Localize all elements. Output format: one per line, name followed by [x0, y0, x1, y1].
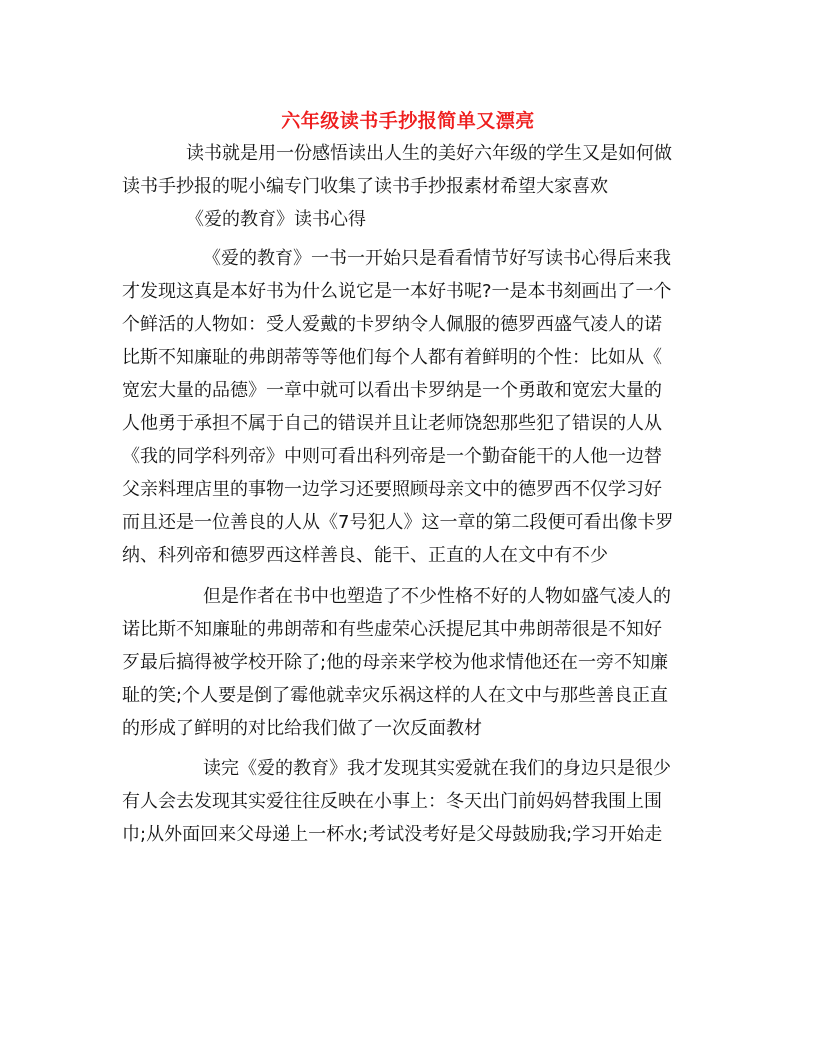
- paragraph-line: 纳、科列帝和德罗西这样善良、能干、正直的人在文中有不少: [122, 545, 608, 566]
- paragraph-line: 读完《爱的教育》我才发现其实爱就在我们的身边只是很少: [203, 758, 671, 779]
- paragraph-line: 《我的同学科列帝》中则可看出科列帝是一个勤奋能干的人他一边替: [122, 446, 662, 467]
- paragraph-line: 个鲜活的人物如：受人爱戴的卡罗纳令人佩服的德罗西盛气凌人的诺: [122, 314, 662, 335]
- paragraph-line: 父亲料理店里的事物一边学习还要照顾母亲文中的德罗西不仅学习好: [122, 479, 662, 500]
- paragraph-line: 读书手抄报的呢小编专门收集了读书手抄报素材希望大家喜欢: [122, 176, 608, 197]
- paragraph-line: 诺比斯不知廉耻的弗朗蒂和有些虚荣心沃提尼其中弗朗蒂很是不知好: [122, 619, 662, 640]
- paragraph-line: 宽宏大量的品德》一章中就可以看出卡罗纳是一个勇敢和宽宏大量的: [122, 380, 662, 401]
- section-heading: 《爱的教育》读书心得: [186, 209, 366, 230]
- paragraph-line: 有人会去发现其实爱往往反映在小事上：冬天出门前妈妈替我围上围: [122, 791, 662, 812]
- paragraph-line: 的形成了鲜明的对比给我们做了一次反面教材: [122, 718, 482, 739]
- paragraph-line: 歹最后搞得被学校开除了;他的母亲来学校为他求情他还在一旁不知廉: [122, 652, 669, 673]
- paragraph-line: 耻的笑;个人要是倒了霉他就幸灾乐祸这样的人在文中与那些善良正直: [122, 685, 669, 706]
- paragraph-line: 人他勇于承担不属于自己的错误并且让老师饶恕那些犯了错误的人从: [122, 413, 662, 434]
- paragraph-line: 比斯不知廉耻的弗朗蒂等等他们每个人都有着鲜明的个性：比如从《: [122, 347, 662, 368]
- paragraph-line: 才发现这真是本好书为什么说它是一本好书呢?一是本书刻画出了一个: [122, 281, 672, 302]
- paragraph-line: 读书就是用一份感悟读出人生的美好六年级的学生又是如何做: [186, 143, 672, 164]
- paragraph-line: 但是作者在书中也塑造了不少性格不好的人物如盛气凌人的: [203, 586, 671, 607]
- paragraph-line: 而且还是一位善良的人从《7号犯人》这一章的第二段便可看出像卡罗: [122, 512, 674, 533]
- document-title: 六年级读书手抄报简单又漂亮: [281, 109, 535, 132]
- paragraph-line: 巾;从外面回来父母递上一杯水;考试没考好是父母鼓励我;学习开始走: [122, 824, 663, 845]
- paragraph-line: 《爱的教育》一书一开始只是看看情节好写读书心得后来我: [203, 248, 671, 269]
